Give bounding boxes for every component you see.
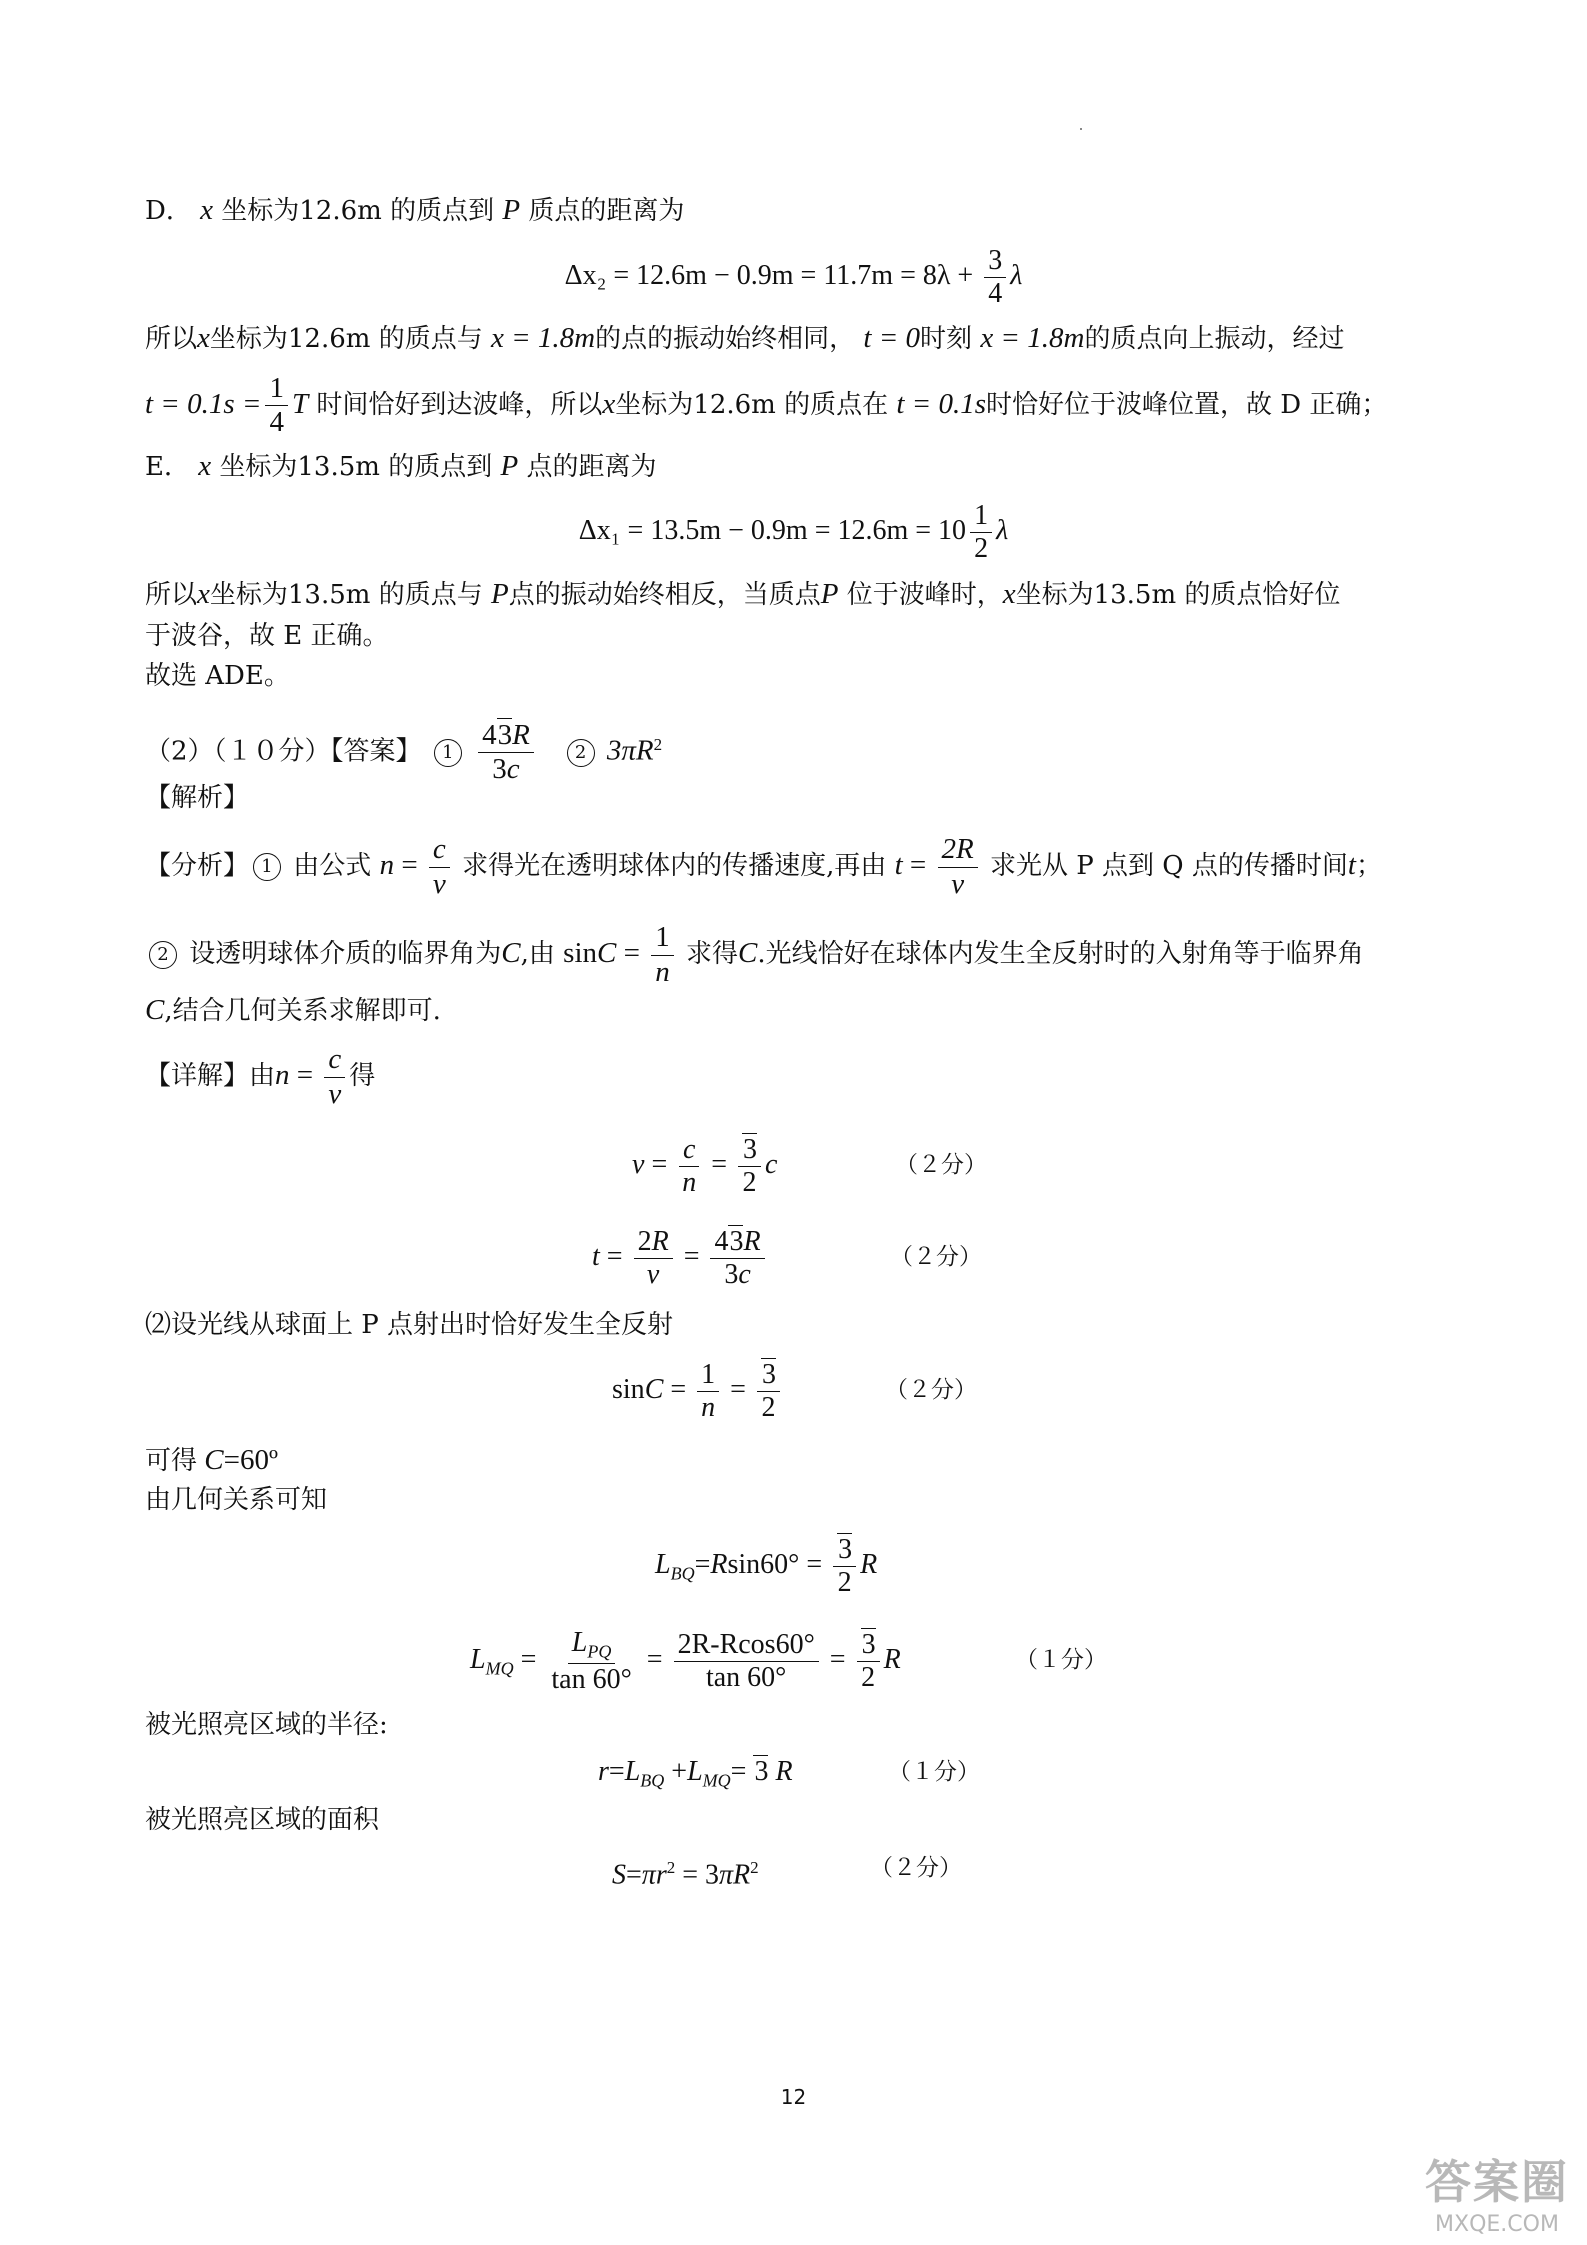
radius-line: 被光照亮区域的半径:	[145, 1710, 388, 1740]
analysis-line-3: C,结合几何关系求解即可.	[145, 994, 441, 1026]
equation-radius: $r=L_{BQ} +L_{MQ}= 3$ R	[598, 1756, 793, 1791]
score-label: （２分）	[870, 1855, 962, 1881]
area-line: 被光照亮区域的面积	[145, 1805, 380, 1835]
circled-two-icon: 2	[149, 941, 177, 969]
line-d: D． x 坐标为12.6m 的质点到 P 质点的距离为	[145, 194, 685, 226]
option-d-label: D．	[145, 196, 192, 226]
equation-time: t = $\frac{2R}{v}$ = $\frac{43R}{3c}$	[592, 1222, 769, 1292]
line-choice: 故选 ADE。	[145, 661, 290, 691]
analysis-heading: 【解析】	[145, 783, 250, 813]
line-e: E． x 坐标为13.5m 的质点到 P 点的距离为	[145, 450, 657, 482]
answer-line: （2）（１０分）【答案】 1 $\frac{43R}{3c}$ 2 $3\pi R^2$	[145, 718, 663, 786]
scan-mark	[1080, 128, 1082, 130]
equation-sin-c: sinC = $\frac{1}{n}$ = $\frac{3}{2}$	[612, 1355, 784, 1425]
score-label: （１分）	[1015, 1647, 1107, 1673]
analysis-line-2: 2 设透明球体介质的临界角为C,由 sinC = $\frac{1}{n}$ 求得C.光线恰好在球体内发生全反射时的入射角等于临界角	[145, 918, 1364, 989]
watermark-logo: 答案圈 MXQE.COM	[1425, 2155, 1569, 2237]
equation-area: $S=\pi r^2 = 3\pi R^2$	[612, 1858, 759, 1891]
equation-delta-x1: Δx₁ = 13.5m − 0.9m = 12.6m = 10 $\frac{1}{2}$ λ	[578, 500, 1009, 565]
score-label: （２分）	[890, 1244, 982, 1270]
option-e-label: E．	[145, 452, 190, 482]
circled-one-icon: 1	[253, 853, 281, 881]
page-number: 12	[780, 2085, 807, 2109]
circled-one-icon: 1	[434, 739, 462, 767]
geometry-line: 由几何关系可知	[145, 1485, 328, 1515]
score-label: （２分）	[885, 1377, 977, 1403]
detail-heading: 【详解】由n = $\frac{c}{v}$ 得	[145, 1043, 376, 1110]
line-trough: 于波谷，故 E 正确。	[145, 621, 389, 651]
equation-delta-x2: Δx₂ = 12.6m − 0.9m = 11.7m = 8λ + $\frac{3}{4}$ λ	[564, 245, 1023, 310]
score-label: （２分）	[895, 1152, 987, 1178]
line-opposite-phase: 所以x坐标为13.5m 的质点与 P点的振动始终相反，当质点P 位于波峰时，x坐标为13.5m 的质点恰好位	[145, 578, 1341, 610]
total-reflection-line: ⑵设光线从球面上 P 点射出时恰好发生全反射	[145, 1310, 674, 1340]
line-quarter-period: t = 0.1s = $\frac{1}{4}$ T 时间恰好到达波峰，所以x坐标为12.6m 的质点在 t = 0.1s时恰好位于波峰位置，故 D 正确；	[145, 372, 1388, 439]
analysis-line-1: 【分析】 1 由公式 n = $\frac{c}{v}$ 求得光在透明球体内的传播速度,再由 t = $\frac{2R}{v}$ 求光从 P 点到 Q 点的传播时间t；	[145, 833, 1382, 900]
equation-lbq: $L_{BQ}=Rsin60^\circ$ = $\frac{3}{2}$ R	[655, 1533, 878, 1599]
equation-speed: v = $\frac{c}{n}$ = $\frac{3}{2}$ c	[632, 1133, 778, 1199]
equation-lmq: $L_{MQ}$ = $\frac{L_{PQ}}{\tan 60^\circ}$ = $\frac{2R-Rcos60^\circ}{\tan 60^\circ}$ = $\frac{3}{2}$ R	[470, 1627, 901, 1695]
circled-two-icon: 2	[567, 739, 595, 767]
angle-result: 可得 C=60º	[145, 1444, 278, 1476]
line-same-phase: 所以x坐标为12.6m 的质点与 x = 1.8m的点的振动始终相同， t = 0时刻 x = 1.8m的质点向上振动，经过	[145, 322, 1345, 354]
score-label: （１分）	[888, 1759, 980, 1785]
